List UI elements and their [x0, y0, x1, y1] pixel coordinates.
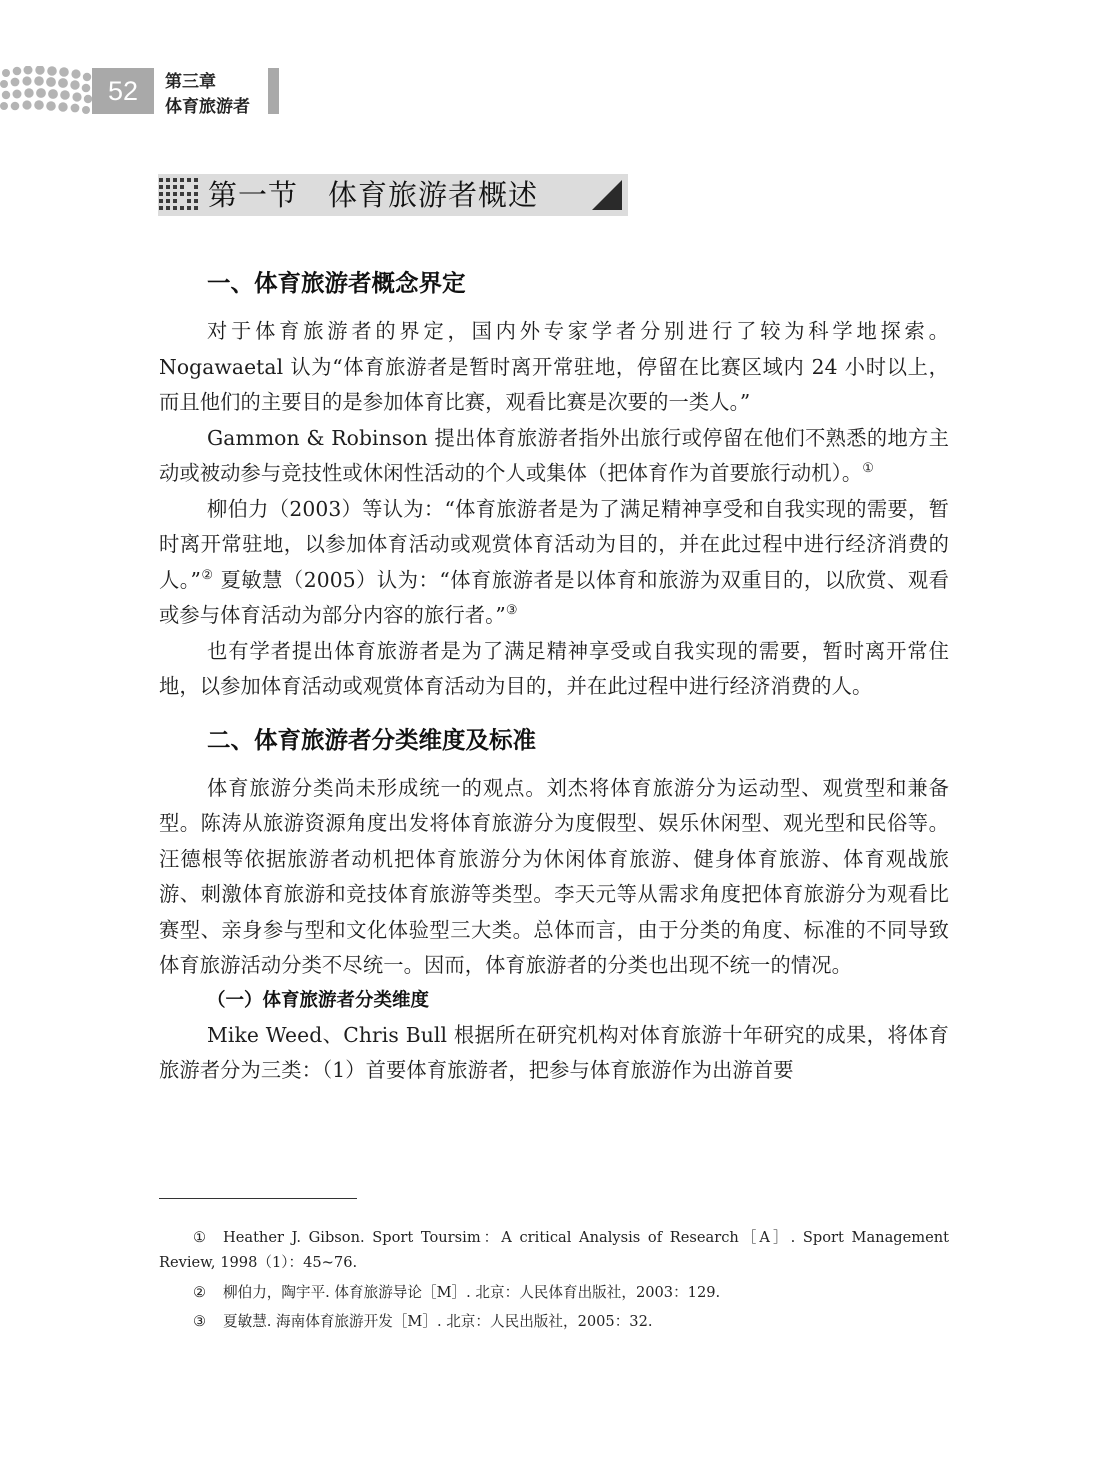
paragraph-5: 体育旅游分类尚未形成统一的观点。刘杰将体育旅游分为运动型、观赏型和兼备型。陈涛从旅游资源角度出发将体育旅游分为度假型、娱乐休闲型、观光型和民俗等。汪德根等依据旅游者动机把体育旅游分为休闲体育旅游、健身体育旅游、体育观战旅游、刺激体育旅游和竞技体育旅游等类型。李天元等从需求角度把体育旅游分为观看比赛型、亲身参与型和文化体验型三大类。总体而言，由于分类的角度、标准的不同导致体育旅游活动分类不尽统一。因而，体育旅游者的分类也出现不统一的情况。 — [159, 775, 949, 977]
section-banner — [158, 174, 628, 216]
header-divider-bar — [268, 68, 279, 114]
footnote-separator — [159, 1198, 357, 1199]
section-title: 第一节 体育旅游者概述 — [208, 178, 539, 212]
paragraph-3-text-b: 夏敏慧（2005）认为：“体育旅游者是以体育和旅游为双重目的，以欣赏、观看或参与体育活动为部分内容的旅行者。” — [159, 567, 949, 627]
grid-dots-icon — [158, 177, 200, 215]
footnote-item — [159, 1309, 949, 1334]
chapter-label: 第三章 — [165, 72, 216, 92]
paragraph-3-text-a: 柳伯力（2003）等认为：“体育旅游者是为了满足精神享受和自我实现的需要，暂时离开常驻地，以参加体育活动或观赏体育活动为目的，并在此过程中进行经济消费的人。” — [159, 496, 949, 592]
footnote-ref-2: ② — [200, 567, 214, 583]
chapter-title: 体育旅游者 — [165, 97, 250, 117]
footnote-text: 柳伯力，陶宇平. 体育旅游导论［M］. 北京：人民体育出版社，2003：129. — [223, 1284, 721, 1301]
footnote-ref-1: ① — [862, 461, 874, 476]
paragraph-6: Mike Weed、Chris Bull 根据所在研究机构对体育旅游十年研究的成果，将体育旅游者分为三类：（1）首要体育旅游者，把参与体育旅游作为出游首要 — [159, 1022, 949, 1082]
heading-concept-definition: 一、体育旅游者概念界定 — [207, 269, 466, 297]
footnote-text: Heather J. Gibson. Sport Toursim：A critical Analysis of Research［A］. Sport Management Review, 1998（1）：45~76. — [159, 1229, 949, 1271]
footnote-mark: ② — [193, 1284, 207, 1301]
dot-pattern-decoration — [0, 66, 94, 116]
page-number: 52 — [92, 68, 154, 114]
chapter-heading — [165, 70, 250, 120]
footnote-ref-3: ③ — [505, 603, 518, 618]
footnote-item — [159, 1225, 949, 1275]
heading-classification: 二、体育旅游者分类维度及标准 — [207, 725, 536, 754]
paragraph-1: 对于体育旅游者的界定，国内外专家学者分别进行了较为科学地探索。Nogawaetal 认为“体育旅游者是暂时离开常驻地，停留在比赛区域内 24 小时以上，而且他们的主要目的是参加体育比赛，观看比赛是次要的一类人。” — [159, 319, 949, 414]
footnote-item — [159, 1280, 949, 1305]
paragraph-2 — [159, 421, 949, 492]
footnote-mark: ① — [193, 1229, 207, 1246]
footnote-text: 夏敏慧. 海南体育旅游开发［M］. 北京：人民出版社，2005：32. — [223, 1313, 653, 1330]
paragraph-2-text: Gammon & Robinson 提出体育旅游者指外出旅行或停留在他们不熟悉的地方主动或被动参与竞技性或休闲性活动的个人或集体（把体育作为首要旅行动机）。 — [159, 425, 949, 485]
paragraph-4: 也有学者提出体育旅游者是为了满足精神享受或自我实现的需要，暂时离开常住地，以参加体育活动或观赏体育活动为目的，并在此过程中进行经济消费的人。 — [159, 638, 949, 698]
corner-triangle-icon — [592, 180, 622, 210]
main-content — [159, 258, 949, 1089]
running-header — [0, 0, 1108, 140]
footnotes — [159, 1225, 949, 1334]
footnote-mark: ③ — [193, 1313, 207, 1330]
subheading-dimensions: （一）体育旅游者分类维度 — [207, 989, 430, 1011]
paragraph-3 — [159, 492, 949, 634]
